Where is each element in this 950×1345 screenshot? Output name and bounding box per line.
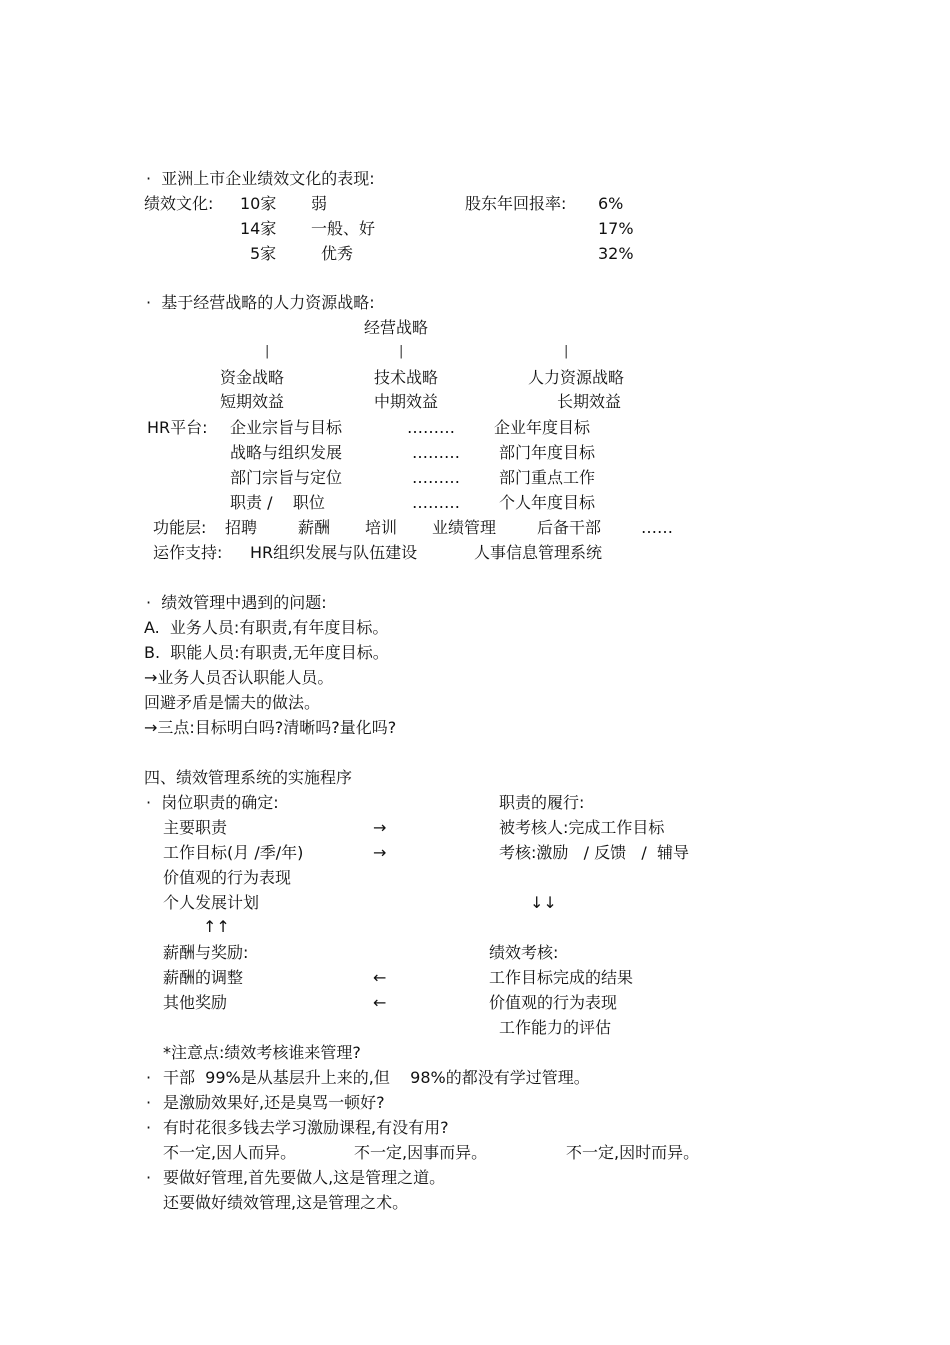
up-arrows: ↑↑ bbox=[203, 917, 230, 936]
note-line: *注意点:绩效考核谁来管理? bbox=[163, 1043, 361, 1062]
business-strategy-root: 经营战略 bbox=[364, 318, 429, 337]
function-item: 业绩管理 bbox=[432, 518, 497, 537]
dotted-leader: ……… bbox=[412, 468, 460, 487]
culture-level: 一般、好 bbox=[311, 219, 376, 238]
section-title: · 基于经营战略的人力资源战略: bbox=[146, 293, 375, 312]
company-count: 14家 bbox=[240, 219, 277, 238]
return-rate-label: 股东年回报率: bbox=[465, 194, 567, 213]
duty-item: 主要职责 bbox=[163, 818, 228, 837]
hr-platform-target: 部门年度目标 bbox=[499, 443, 596, 462]
duty-definition-head: · 岗位职责的确定: bbox=[146, 793, 279, 812]
bullet: · bbox=[146, 1093, 152, 1112]
function-item: …… bbox=[641, 518, 673, 537]
hr-platform-item: 企业宗旨与目标 bbox=[230, 418, 343, 437]
dotted-leader: ……… bbox=[407, 418, 455, 437]
duty-item: 工作目标(月 /季/年) bbox=[163, 843, 304, 862]
problem-line: B. 职能人员:有职责,无年度目标。 bbox=[144, 643, 389, 662]
fulfillment-item: 考核:激励 / 反馈 / 辅导 bbox=[499, 843, 689, 862]
section-heading: 四、绩效管理系统的实施程序 bbox=[144, 768, 353, 787]
duty-item: 价值观的行为表现 bbox=[163, 868, 292, 887]
strategy-item: 技术战略 bbox=[374, 368, 439, 387]
section-title: · 绩效管理中遇到的问题: bbox=[146, 593, 327, 612]
strategy-item: 资金战略 bbox=[220, 368, 285, 387]
dotted-leader: ……… bbox=[412, 443, 460, 462]
culture-level: 优秀 bbox=[321, 244, 354, 263]
pay-reward-head: 薪酬与奖励: bbox=[163, 943, 249, 962]
left-arrow: ← bbox=[373, 993, 387, 1012]
bullet: · bbox=[146, 1068, 152, 1087]
bullet: · bbox=[146, 1168, 152, 1187]
problem-line: A. 业务人员:有职责,有年度目标。 bbox=[144, 618, 389, 637]
hr-platform-label: HR平台: bbox=[147, 418, 208, 437]
function-item: 培训 bbox=[365, 518, 398, 537]
tree-connector: | bbox=[399, 344, 404, 359]
answer-text: 不一定,因事而异。 bbox=[354, 1143, 488, 1162]
return-rate: 6% bbox=[598, 194, 624, 213]
evaluation-item: 价值观的行为表现 bbox=[489, 993, 618, 1012]
perf-culture-label: 绩效文化: bbox=[144, 194, 214, 213]
tree-connector: | bbox=[564, 344, 569, 359]
bullet-text: 是激励效果好,还是臭骂一顿好? bbox=[163, 1093, 385, 1112]
hr-platform-item: 职责 / 职位 bbox=[230, 493, 325, 512]
return-rate: 32% bbox=[598, 244, 634, 263]
answer-text: 不一定,因人而异。 bbox=[163, 1143, 297, 1162]
pay-item: 薪酬的调整 bbox=[163, 968, 244, 987]
bullet: · bbox=[146, 1118, 152, 1137]
down-arrows: ↓↓ bbox=[530, 893, 557, 912]
ops-support-item: 人事信息管理系统 bbox=[474, 543, 603, 562]
right-arrow: → bbox=[373, 843, 387, 862]
duty-fulfillment-head: 职责的履行: bbox=[499, 793, 585, 812]
function-item: 后备干部 bbox=[537, 518, 602, 537]
hr-platform-item: 部门宗旨与定位 bbox=[230, 468, 343, 487]
return-rate: 17% bbox=[598, 219, 634, 238]
bullet-text: 有时花很多钱去学习激励课程,有没有用? bbox=[163, 1118, 449, 1137]
function-item: 招聘 bbox=[225, 518, 258, 537]
benefit-item: 中期效益 bbox=[374, 392, 439, 411]
company-count: 10家 bbox=[240, 194, 277, 213]
culture-level: 弱 bbox=[311, 194, 328, 213]
hr-platform-item: 战略与组织发展 bbox=[230, 443, 343, 462]
benefit-item: 短期效益 bbox=[220, 392, 285, 411]
left-arrow: ← bbox=[373, 968, 387, 987]
company-count: 5家 bbox=[250, 244, 277, 263]
hr-platform-target: 个人年度目标 bbox=[499, 493, 596, 512]
fulfillment-item: 被考核人:完成工作目标 bbox=[499, 818, 665, 837]
continuation-text: 还要做好绩效管理,这是管理之术。 bbox=[163, 1193, 409, 1212]
problem-line: →三点:目标明白吗?清晰吗?量化吗? bbox=[144, 718, 397, 737]
tree-connector: | bbox=[265, 344, 270, 359]
ops-support-item: HR组织发展与队伍建设 bbox=[250, 543, 418, 562]
answer-text: 不一定,因时而异。 bbox=[566, 1143, 700, 1162]
ops-support-label: 运作支持: bbox=[153, 543, 223, 562]
hr-platform-target: 部门重点工作 bbox=[499, 468, 596, 487]
dotted-leader: ……… bbox=[412, 493, 460, 512]
problem-line: 回避矛盾是懦夫的做法。 bbox=[144, 693, 321, 712]
evaluation-item: 工作能力的评估 bbox=[499, 1018, 612, 1037]
duty-item: 个人发展计划 bbox=[163, 893, 260, 912]
pay-item: 其他奖励 bbox=[163, 993, 228, 1012]
strategy-item: 人力资源战略 bbox=[528, 368, 625, 387]
evaluation-item: 工作目标完成的结果 bbox=[489, 968, 634, 987]
section-title: · 亚洲上市企业绩效文化的表现: bbox=[146, 169, 375, 188]
function-item: 薪酬 bbox=[298, 518, 331, 537]
hr-platform-target: 企业年度目标 bbox=[494, 418, 591, 437]
benefit-item: 长期效益 bbox=[557, 392, 622, 411]
right-arrow: → bbox=[373, 818, 387, 837]
bullet-text: 干部 99%是从基层升上来的,但 98%的都没有学过管理。 bbox=[163, 1068, 590, 1087]
function-layer-label: 功能层: bbox=[153, 518, 207, 537]
evaluation-head: 绩效考核: bbox=[489, 943, 559, 962]
problem-line: →业务人员否认职能人员。 bbox=[144, 668, 334, 687]
bullet-text: 要做好管理,首先要做人,这是管理之道。 bbox=[163, 1168, 446, 1187]
